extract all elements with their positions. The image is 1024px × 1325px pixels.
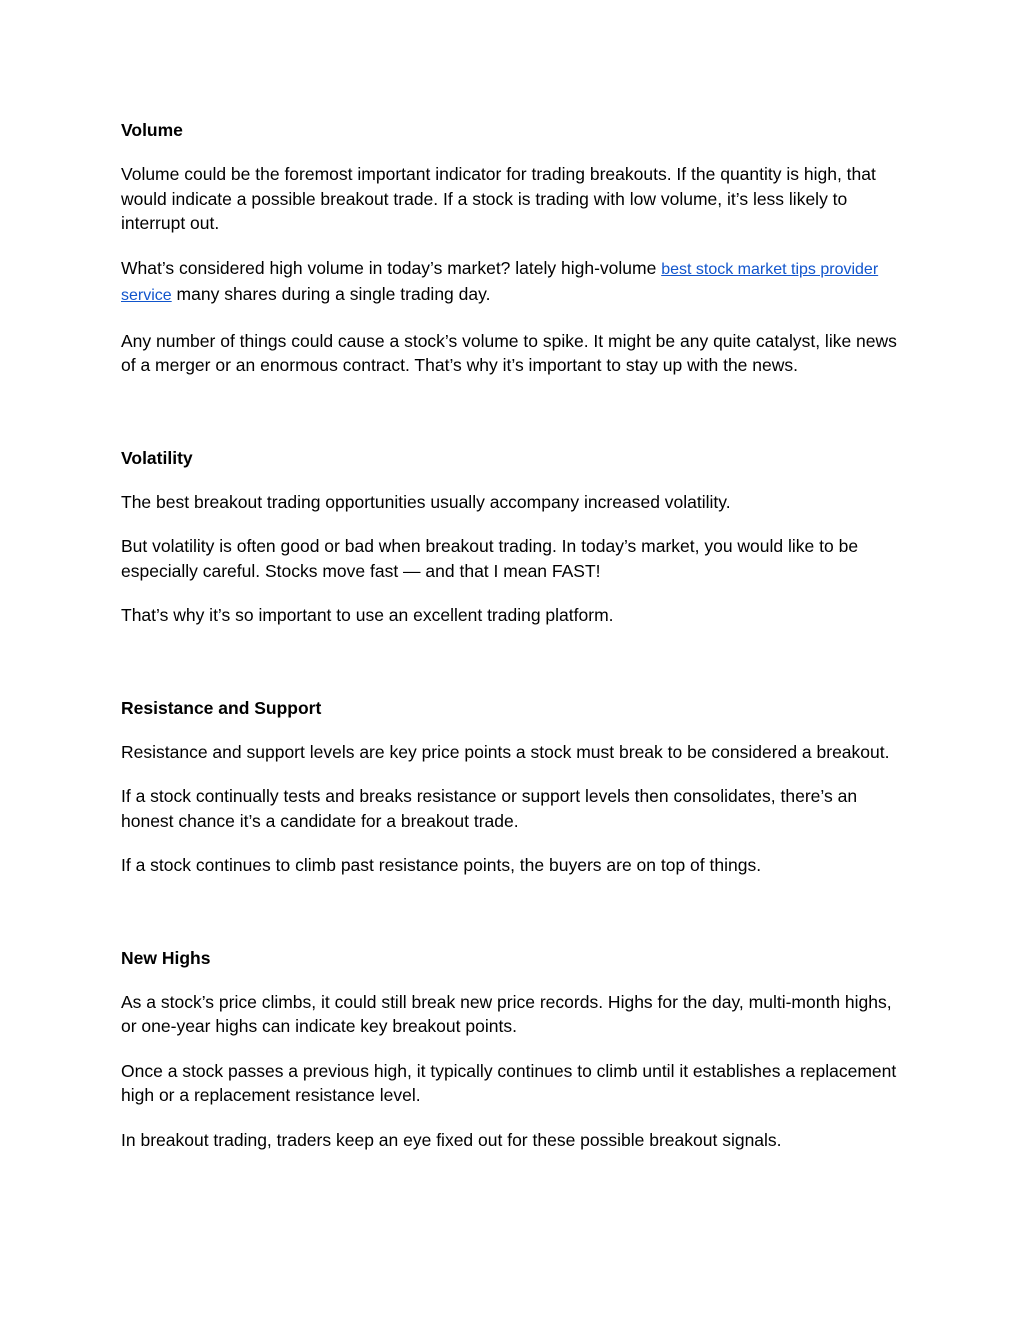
section-new-highs xyxy=(121,946,906,1153)
paragraph: As a stock’s price climbs, it could still break new price records. Highs for the day, multi-month highs, or one-year highs can indicate key breakout points. xyxy=(121,991,892,1036)
section-resistance-support xyxy=(121,696,906,878)
paragraph: Resistance and support levels are key price points a stock must break to be considered a breakout. xyxy=(121,741,890,762)
stock-tips-link[interactable]: best stock market tips provider service xyxy=(121,260,879,304)
paragraph: If a stock continually tests and breaks resistance or support levels then consolidates, there’s an honest chance it’s a candidate for a breakout trade. xyxy=(121,786,858,831)
section-volume xyxy=(121,118,906,378)
document-page xyxy=(121,118,906,1172)
paragraph: Volume could be the foremost important indicator for trading breakouts. If the quantity is high, that would indicate a possible breakout trade. If a stock is trading with low volume, it’s less likely to interrupt out. xyxy=(121,164,876,233)
section-heading: Resistance and Support xyxy=(121,697,322,718)
paragraph: But volatility is often good or bad when breakout trading. In today’s market, you would like to be especially careful. Stocks move fast — and that I mean FAST! xyxy=(121,536,859,581)
section-heading: New Highs xyxy=(121,947,211,968)
paragraph-text: many shares during a single trading day. xyxy=(171,284,491,304)
paragraph: Any number of things could cause a stock’s volume to spike. It might be any quite catalyst, like news of a merger or an enormous contract. That’s why it’s important to stay up with the news. xyxy=(121,330,897,375)
section-heading: Volume xyxy=(121,120,183,140)
paragraph-with-link xyxy=(121,256,906,309)
section-volatility xyxy=(121,446,906,628)
paragraph: In breakout trading, traders keep an eye fixed out for these possible breakout signals. xyxy=(121,1129,782,1150)
paragraph: That’s why it’s so important to use an excellent trading platform. xyxy=(121,605,614,625)
section-heading: Volatility xyxy=(121,447,193,468)
paragraph: Once a stock passes a previous high, it typically continues to climb until it establishes a replacement high or a replacement resistance level. xyxy=(121,1060,897,1105)
paragraph: If a stock continues to climb past resistance points, the buyers are on top of things. xyxy=(121,855,762,875)
paragraph-text: What’s considered high volume in today’s market? lately high-volume xyxy=(121,257,662,278)
paragraph: The best breakout trading opportunities usually accompany increased volatility. xyxy=(121,491,731,512)
